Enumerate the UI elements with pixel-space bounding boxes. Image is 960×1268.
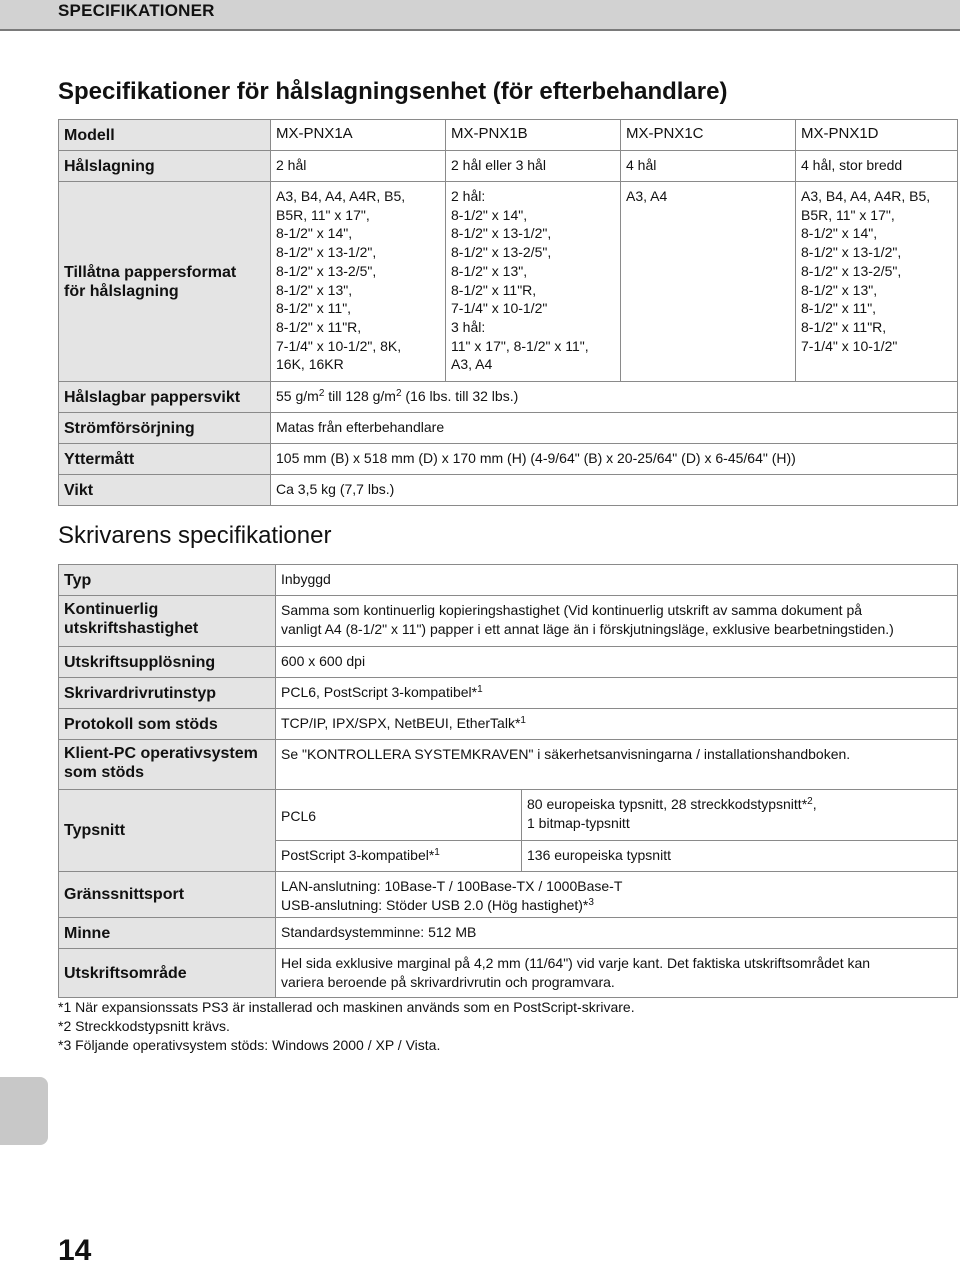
table-row: [59, 475, 958, 506]
power-label: Strömförsörjning: [59, 413, 271, 444]
weight-sup-2: 2: [395, 388, 402, 399]
interface-cell: [276, 872, 958, 918]
table-row: [59, 740, 958, 790]
model-cell: MX-PNX1B: [446, 120, 621, 151]
protocol-cell: [276, 709, 958, 740]
punch-cell: 4 hål: [621, 151, 796, 182]
paper-size-cell: 2 hål: 8-1/2" x 14", 8-1/2" x 13-1/2", 8-1/2" x 13-2/5", 8-1/2" x 13", 8-1/2" x 11"R, 7-1/4" x 10-1/2" 3 hål: 11" x 17", 8-1/2" x 11", A3, A4: [446, 182, 621, 382]
pcl-font-label: PCL6: [276, 790, 522, 841]
table-row: [59, 709, 958, 740]
table-row: [59, 565, 958, 596]
table-row: [59, 647, 958, 678]
driver-cell: [276, 678, 958, 709]
ps-font-cell: 136 europeiska typsnitt: [522, 841, 958, 872]
printer-spec-table: [58, 564, 958, 998]
weight-cell: Ca 3,5 kg (7,7 lbs.): [271, 475, 958, 506]
model-cell: MX-PNX1A: [271, 120, 446, 151]
weight-middle: till 128 g/m: [324, 388, 396, 404]
footnote-2: *2 Streckkodstypsnitt krävs.: [58, 1018, 230, 1034]
paper-weight-label: Hålslagbar pappersvikt: [59, 382, 271, 413]
interface-line-2: USB-anslutning: Stöder USB 2.0 (Hög hastighet)*: [281, 896, 589, 913]
table-row: [59, 678, 958, 709]
protocol-sup: 1: [520, 715, 526, 726]
memory-label: Minne: [59, 918, 276, 949]
font-label: Typsnitt: [59, 790, 276, 872]
model-cell: MX-PNX1C: [621, 120, 796, 151]
speed-label: Kontinuerlig utskriftshastighet: [59, 596, 276, 647]
page-number: 14: [58, 1234, 92, 1267]
weight-suffix: (16 lbs. till 32 lbs.): [401, 388, 519, 404]
table-row: [59, 182, 958, 382]
power-cell: Matas från efterbehandlare: [271, 413, 958, 444]
protocol-label: Protokoll som stöds: [59, 709, 276, 740]
paper-size-cell: A3, B4, A4, A4R, B5, B5R, 11" x 17", 8-1/2" x 14", 8-1/2" x 13-1/2", 8-1/2" x 13-2/5", 8-1/2" x 13", 8-1/2" x 11", 8-1/2" x 11"R, 7-1/4" x 10-1/2", 8K, 16K, 16KR: [271, 182, 446, 382]
resolution-cell: 600 x 600 dpi: [276, 647, 958, 678]
type-label: Typ: [59, 565, 276, 596]
paper-weight-cell: [271, 382, 958, 413]
table-row: [59, 120, 958, 151]
punch-section-title: Specifikationer för hålslagningsenhet (för efterbehandlare): [58, 78, 728, 105]
printer-section-title: Skrivarens specifikationer: [58, 522, 332, 549]
punch-cell: 2 hål eller 3 hål: [446, 151, 621, 182]
table-row: [59, 382, 958, 413]
chapter-side-tab: [0, 1077, 48, 1145]
punch-cell: 4 hål, stor bredd: [796, 151, 958, 182]
ps-font-label: [276, 841, 522, 872]
table-row: [59, 949, 958, 998]
interface-label: Gränssnittsport: [59, 872, 276, 918]
pcl-font-line-1: 80 europeiska typsnitt, 28 streckkodstypsnitt*: [527, 796, 808, 812]
table-row: [59, 444, 958, 475]
paper-size-label: Tillåtna pappersformat för hålslagning: [59, 182, 271, 382]
driver-sup: 1: [477, 684, 483, 695]
footnote-3: *3 Följande operativsystem stöds: Windows 2000 / XP / Vista.: [58, 1037, 441, 1053]
print-area-cell: Hel sida exklusive marginal på 4,2 mm (11/64") vid varje kant. Det faktiska utskriftsområdet kan variera beroende på skrivardrivrutin och programvara.: [276, 949, 958, 998]
weight-sup-1: 2: [318, 388, 325, 399]
dimensions-label: Yttermått: [59, 444, 271, 475]
interface-sup: 3: [588, 896, 594, 908]
punch-spec-table: [58, 119, 958, 506]
footnotes: [58, 998, 635, 1055]
footnote-1: *1 När expansionssats PS3 är installerad och maskinen används som en PostScript-skrivare.: [58, 999, 635, 1015]
type-cell: Inbyggd: [276, 565, 958, 596]
table-row: [59, 790, 958, 841]
protocol-value: TCP/IP, IPX/SPX, NetBEUI, EtherTalk*: [281, 715, 521, 731]
paper-size-cell: A3, A4: [621, 182, 796, 382]
pcl-font-line-1-end: ,: [812, 796, 817, 812]
os-label: Klient-PC operativsystem som stöds: [59, 740, 276, 790]
interface-line-1: LAN-anslutning: 10Base-T / 100Base-TX / 1000Base-T: [281, 878, 623, 894]
dimensions-cell: 105 mm (B) x 518 mm (D) x 170 mm (H) (4-9/64" (B) x 20-25/64" (D) x 6-45/64" (H)): [271, 444, 958, 475]
ps-font-sup: 1: [434, 847, 440, 858]
print-area-label: Utskriftsområde: [59, 949, 276, 998]
os-cell: Se "KONTROLLERA SYSTEMKRAVEN" i säkerhetsanvisningarna / installationshandboken.: [276, 740, 958, 790]
pcl-font-line-2: 1 bitmap-typsnitt: [527, 814, 630, 831]
weight-label: Vikt: [59, 475, 271, 506]
driver-value: PCL6, PostScript 3-kompatibel*: [281, 684, 478, 700]
header-rule: [0, 29, 960, 31]
ps-font-label-text: PostScript 3-kompatibel*: [281, 847, 435, 863]
table-row: [59, 413, 958, 444]
speed-cell: Samma som kontinuerlig kopieringshastighet (Vid kontinuerlig utskrift av samma dokument på vanligt A4 (8-1/2" x 11") papper i ett annat läge än i förskjutningsläge, exklusive bearbetningstiden.): [276, 596, 958, 647]
driver-label: Skrivardrivrutinstyp: [59, 678, 276, 709]
pcl-font-cell: [522, 790, 958, 841]
model-cell: MX-PNX1D: [796, 120, 958, 151]
pcl-font-sup: 2: [807, 796, 813, 807]
section-header: SPECIFIKATIONER: [58, 1, 215, 20]
weight-prefix: 55 g/m: [276, 388, 319, 404]
model-label: Modell: [59, 120, 271, 151]
table-row: [59, 872, 958, 918]
table-row: [59, 918, 958, 949]
punch-cell: 2 hål: [271, 151, 446, 182]
memory-cell: Standardsystemminne: 512 MB: [276, 918, 958, 949]
table-row: [59, 151, 958, 182]
table-row: [59, 596, 958, 647]
resolution-label: Utskriftsupplösning: [59, 647, 276, 678]
paper-size-cell: A3, B4, A4, A4R, B5, B5R, 11" x 17", 8-1/2" x 14", 8-1/2" x 13-1/2", 8-1/2" x 13-2/5", 8-1/2" x 13", 8-1/2" x 11", 8-1/2" x 11"R, 7-1/4" x 10-1/2": [796, 182, 958, 382]
punch-label: Hålslagning: [59, 151, 271, 182]
